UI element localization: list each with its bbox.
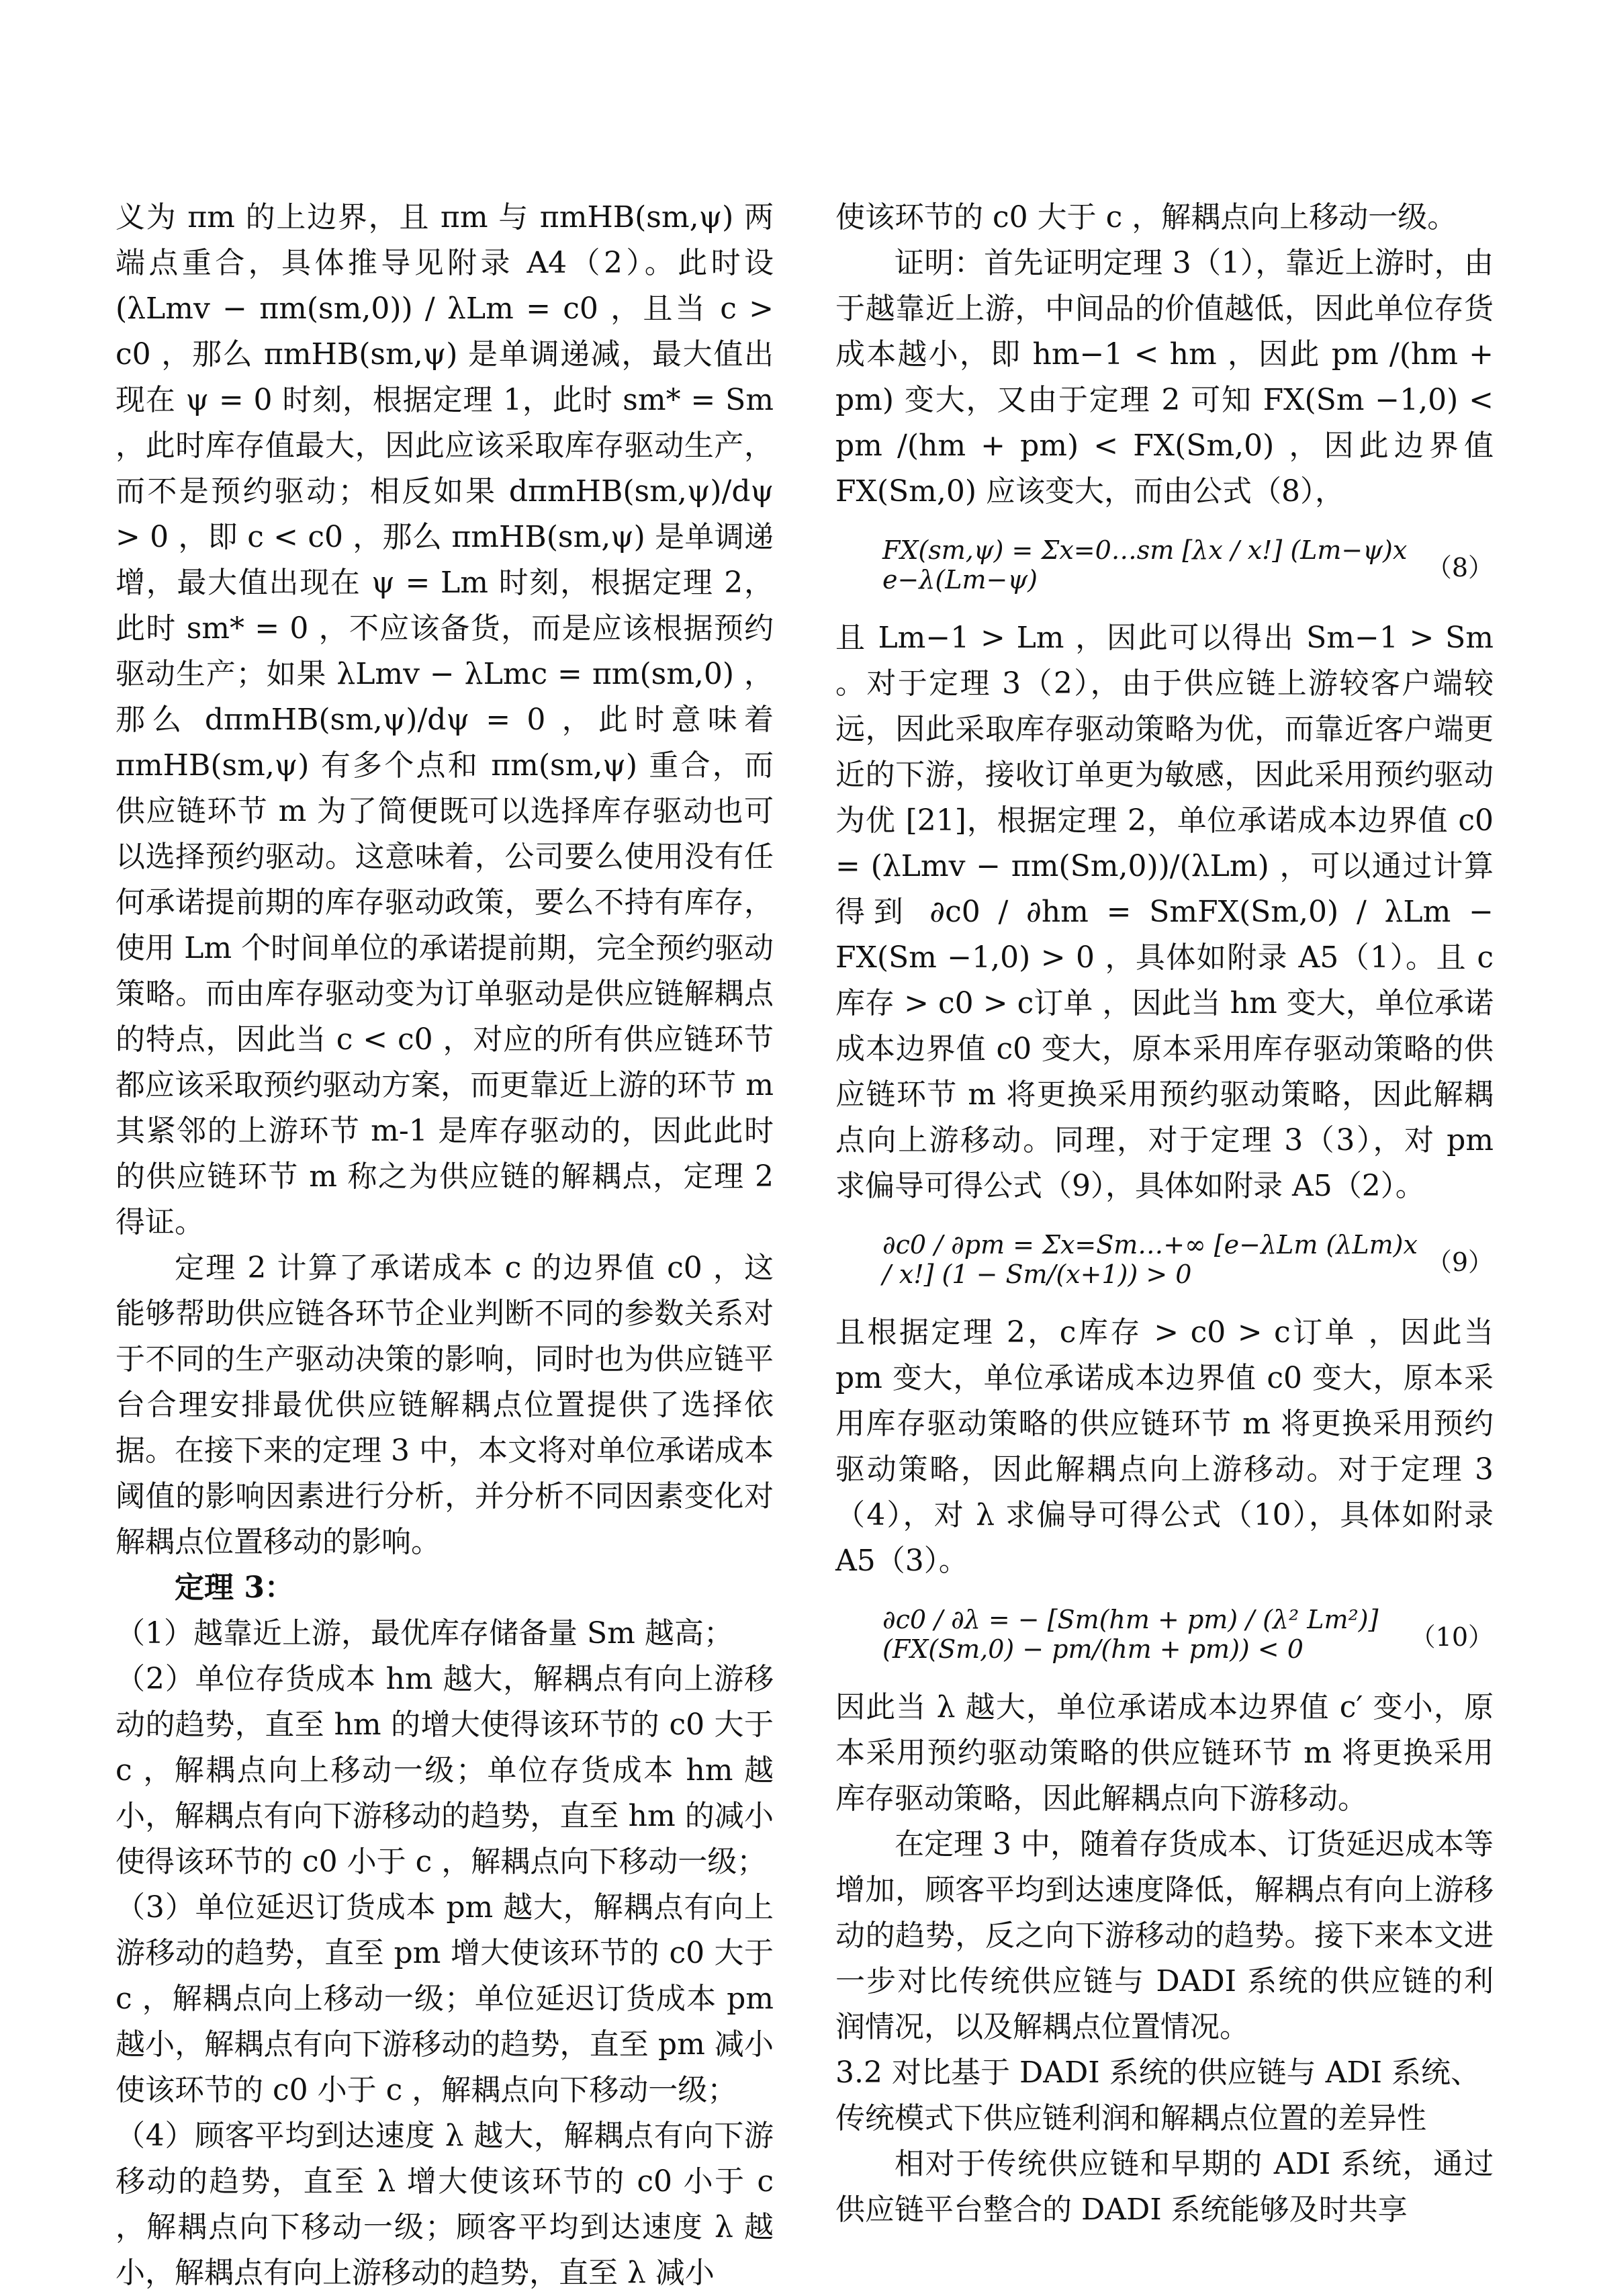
theorem-item: （2）单位存货成本 hm 越大，解耦点有向上游移动的趋势，直至 hm 的增大使得该环节的 c0 大于 c ，解耦点向上移动一级；单位存货成本 hm 越小，解耦点有向下游移动的趋势，直至 hm 的减小使得该环节的 c0 小于 c ，解耦点向下移动一级；: [116, 1662, 774, 1879]
formula-expression: ∂c0 / ∂λ = − [Sm(hm + pm) / (λ² Lm²)] (FX(Sm,0) − pm/(hm + pm)) < 0: [882, 1605, 1379, 1664]
paragraph: 且根据定理 2，c库存 > c0 > c订单 ，因此当 pm 变大，单位承诺成本边界值 c0 变大，原本采用库存驱动策略的供应链环节 m 将更换采用预约驱动策略，因此解耦点向上游移动。对于定理 3（4），对 λ 求偏导可得公式（10），具体如附录 A5（3）。: [835, 1315, 1494, 1578]
formula-number: （8）: [1426, 552, 1494, 582]
formula-expression: FX(sm,ψ) = Σx=0…sm [λx / x!] (Lm−ψ)x e−λ(Lm−ψ): [882, 535, 1408, 594]
paragraph: 因此当 λ 越大，单位承诺成本边界值 c′ 变小，原本采用预约驱动策略的供应链环节 m 将更换采用库存驱动策略，因此解耦点向下游移动。: [835, 1690, 1494, 1816]
formula-9: [835, 1209, 1494, 1310]
theorem-item: （4）顾客平均到达速度 λ 越大，解耦点有向下游移动的趋势，直至 λ 增大使该环节的 c0 小于 c ，解耦点向下移动一级；顾客平均到达速度 λ 越小，解耦点有向上游移动的趋势，直至 λ 减小: [116, 2119, 774, 2290]
paragraph: 定理 2 计算了承诺成本 c 的边界值 c0 ，这能够帮助供应链各环节企业判断不同的参数关系对于不同的生产驱动决策的影响，同时也为供应链平台合理安排最优供应链解耦点位置提供了选择依据。在接下来的定理 3 中，本文将对单位承诺成本阈值的影响因素进行分析，并分析不同因素变化对解耦点位置移动的影响。: [116, 1251, 774, 1559]
paragraph: 相对于传统供应链和早期的 ADI 系统，通过供应链平台整合的 DADI 系统能够及时共享: [835, 2147, 1494, 2227]
right-column: [835, 195, 1494, 2233]
theorem-title: 定理 3：: [175, 1571, 294, 1605]
formula-10: [835, 1584, 1494, 1685]
formula-expression: ∂c0 / ∂pm = Σx=Sm…+∞ [e−λLm (λLm)x / x!] (1 − Sm/(x+1)) > 0: [882, 1230, 1418, 1289]
paragraph: 义为 πm 的上边界，且 πm 与 πmHB(sm,ψ) 两端点重合，具体推导见附录 A4（2）。此时设 (λLmv − πm(sm,0)) / λLm = c0 ，且当 c > c0 ，那么 πmHB(sm,ψ) 是单调递减，最大值出现在 ψ = 0 时刻，根据定理 1，此时 sm* = Sm ，此时库存值最大，因此应该采取库存驱动生产，而不是预约驱动；相反如果 dπmHB(sm,ψ)/dψ > 0 ，即 c < c0 ，那么 πmHB(sm,ψ) 是单调递增，最大值出现在 ψ = Lm 时刻，根据定理 2，此时 sm* = 0 ，不应该备货，而是应该根据预约驱动生产；如果 λLmv − λLmc = πm(sm,0) ，那么 dπmHB(sm,ψ)/dψ = 0 ，此时意味着 πmHB(sm,ψ) 有多个点和 πm(sm,ψ) 重合，而供应链环节 m 为了简便既可以选择库存驱动也可以选择预约驱动。这意味着，公司要么使用没有任何承诺提前期的库存驱动政策，要么不持有库存，使用 Lm 个时间单位的承诺提前期，完全预约驱动策略。而由库存驱动变为订单驱动是供应链解耦点的特点，因此当 c < c0 ，对应的所有供应链环节都应该采取预约驱动方案，而更靠近上游的环节 m 其紧邻的上游环节 m-1 是库存驱动的，因此此时的供应链环节 m 称之为供应链的解耦点，定理 2 得证。: [116, 200, 774, 1239]
paragraph: 使该环节的 c0 大于 c ，解耦点向上移动一级。: [835, 200, 1457, 234]
formula-number: （10）: [1410, 1622, 1494, 1652]
paragraph: 且 Lm−1 > Lm ，因此可以得出 Sm−1 > Sm 。对于定理 3（2），由于供应链上游较客户端较远，因此采取库存驱动策略为优，而靠近客户端更近的下游，接收订单更为敏感，因此采用预约驱动为优 [21]，根据定理 2，单位承诺成本边界值 c0 = (λLmv − πm(Sm,0))/(λLm) ，可以通过计算得到 ∂c0 / ∂hm = SmFX(Sm,0) / λLm − FX(Sm −1,0) > 0 ，具体如附录 A5（1）。且 c库存 > c0 > c订单 ，因此当 hm 变大，单位承诺成本边界值 c0 变大，原本采用库存驱动策略的供应链环节 m 将更换采用预约驱动策略，因此解耦点向上游移动。同理，对于定理 3（3），对 pm 求偏导可得公式（9），具体如附录 A5（2）。: [835, 621, 1494, 1203]
paragraph: 证明：首先证明定理 3（1），靠近上游时，由于越靠近上游，中间品的价值越低，因此单位存货成本越小，即 hm−1 < hm ，因此 pm /(hm + pm) 变大，又由于定理 2 可知 FX(Sm −1,0) < pm /(hm + pm) < FX(Sm,0) ，因此边界值 FX(Sm,0) 应该变大，而由公式（8），: [835, 246, 1494, 509]
left-column: [116, 195, 774, 2296]
paragraph: 在定理 3 中，随着存货成本、订货延迟成本等增加，顾客平均到达速度降低，解耦点有向上游移动的趋势，反之向下游移动的趋势。接下来本文进一步对比传统供应链与 DADI 系统的供应链的利润情况，以及解耦点位置情况。: [835, 1827, 1494, 2044]
formula-8: [835, 515, 1494, 615]
theorem-item: （3）单位延迟订货成本 pm 越大，解耦点有向上游移动的趋势，直至 pm 增大使该环节的 c0 大于 c ，解耦点向上移动一级；单位延迟订货成本 pm 越小，解耦点有向下游移动的趋势，直至 pm 减小使该环节的 c0 小于 c ，解耦点向下移动一级；: [116, 1890, 774, 2107]
formula-number: （9）: [1426, 1247, 1494, 1277]
section-heading: 3.2 对比基于 DADI 系统的供应链与 ADI 系统、传统模式下供应链利润和解耦点位置的差异性: [835, 2056, 1481, 2135]
theorem-item: （1）越靠近上游，最优库存储备量 Sm 越高；: [116, 1616, 733, 1650]
